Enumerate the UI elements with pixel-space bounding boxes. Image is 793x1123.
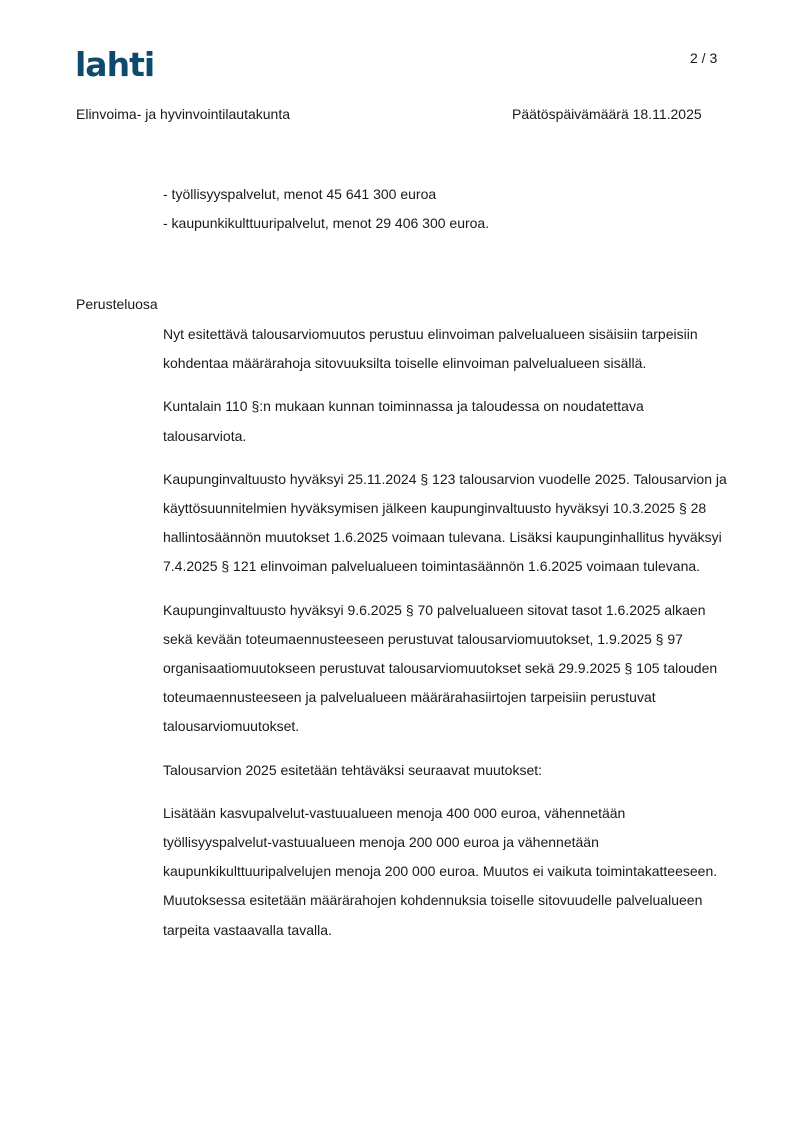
section-title: Perusteluosa bbox=[76, 296, 158, 312]
paragraph: Kaupunginvaltuusto hyväksyi 9.6.2025 § 70 palvelualueen sitovat tasot 1.6.2025 alkaen sekä kevään toteumaennusteeseen perustuvat talousarviomuutokset, 1.9.2025 § 97 organisaatiomuutokseen perustuvat talousarviomuutokset sekä 29.9.2025 § 105 talouden toteumaennusteeseen ja palvelualueen määrärahasiirtojen tarpeisiin perustuvat talousarviomuutokset. bbox=[163, 601, 718, 735]
paragraph: Lisätään kasvupalvelut-vastuualueen menoja 400 000 euroa, vähennetään työllisyyspalvelut-vastuualueen menoja 200 000 euroa ja vähennetään kaupunkikulttuuripalvelujen menoja 200 000 euroa. Muutos ei vaikuta toimintakatteeseen. Muutoksessa esitetään määrärahojen kohdennuksia toiselle sitovuudelle palvelualueen tarpeita vastaavalla tavalla. bbox=[163, 804, 718, 938]
list-item: - työllisyyspalvelut, menot 45 641 300 euroa bbox=[163, 186, 437, 202]
expense-list bbox=[163, 180, 489, 238]
paragraph: Talousarvion 2025 esitetään tehtäväksi seuraavat muutokset: bbox=[163, 761, 543, 778]
page-number: 2 / 3 bbox=[690, 50, 718, 66]
section-body bbox=[163, 320, 728, 959]
paragraph: Nyt esitettävä talousarviomuutos perustuu elinvoiman palvelualueen sisäisiin tarpeisiin kohdentaa määrärahoja sitovuuksilta toiselle elinvoiman palvelualueen sisällä. bbox=[163, 326, 698, 372]
paragraph: Kuntalain 110 §:n mukaan kunnan toiminnassa ja taloudessa on noudatettava talousarviota. bbox=[163, 398, 644, 444]
decision-date: Päätöspäivämäärä 18.11.2025 bbox=[512, 106, 702, 122]
paragraph: Kaupunginvaltuusto hyväksyi 25.11.2024 § 123 talousarvion vuodelle 2025. Talousarvion ja käyttösuunnitelmien hyväksymisen jälkeen kaupunginvaltuusto hyväksyi 10.3.2025 § 28 hallintosäännön muutokset 1.6.2025 voimaan tulevana. Lisäksi kaupunginhallitus hyväksyi 7.4.2025 § 121 elinvoiman palvelualueen toimintasäännön 1.6.2025 voimaan tulevana. bbox=[163, 470, 727, 575]
lahti-logo: lahti bbox=[75, 45, 155, 84]
committee-name: Elinvoima- ja hyvinvointilautakunta bbox=[76, 106, 290, 122]
list-item: - kaupunkikulttuuripalvelut, menot 29 406 300 euroa. bbox=[163, 215, 490, 231]
